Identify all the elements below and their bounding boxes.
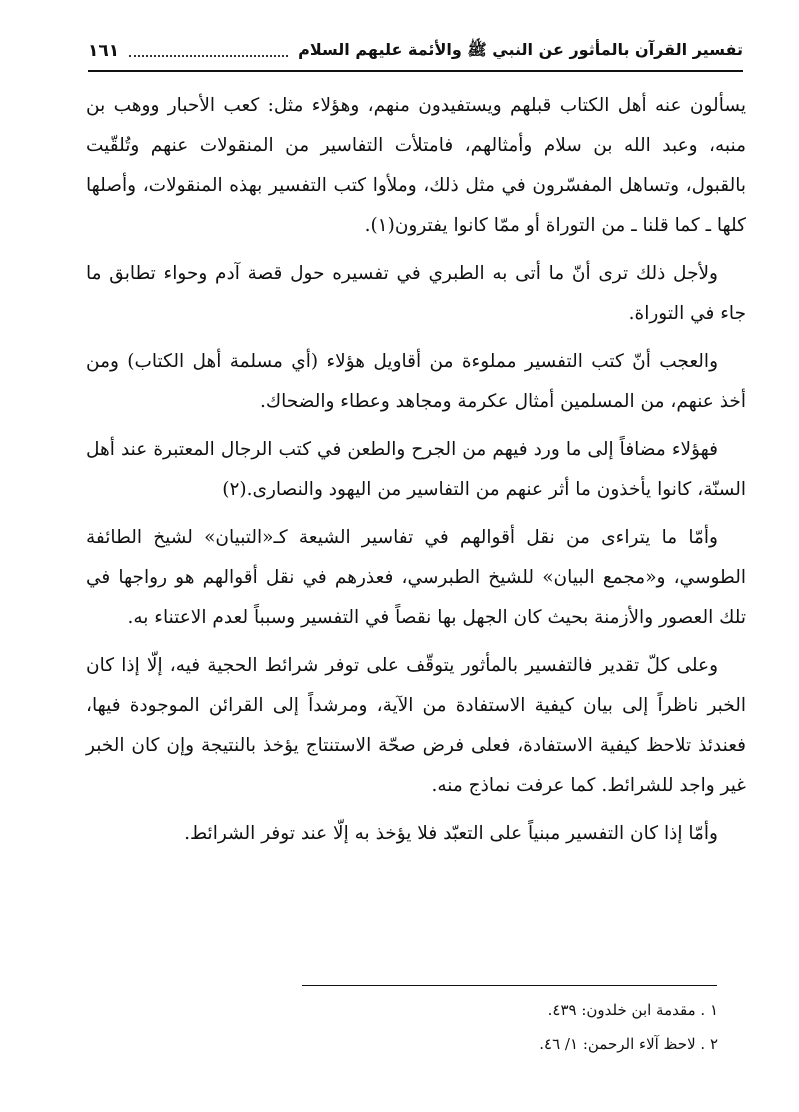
footnote: ١ . مقدمة ابن خلدون: ٤٣٩. bbox=[547, 1001, 718, 1019]
footnote-divider bbox=[302, 985, 717, 986]
header-divider bbox=[88, 70, 743, 72]
paragraph: فهؤلاء مضافاً إلى ما ورد فيهم من الجرح والطعن في كتب الرجال المعتبرة عند أهل السنّة، كانوا يأخذون ما أثر عنهم من التفاسير من اليهود والنصارى.(٢) bbox=[86, 439, 746, 500]
paragraph: يسألون عنه أهل الكتاب قبلهم ويستفيدون منهم، وهؤلاء مثل: كعب الأحبار ووهب بن منبه، وعبد الله بن سلام وأمثالهم، فامتلأت التفاسير من المنقولات عنهم وتُلقّيت بالقبول، وتساهل المفسّرون في مثل ذلك، وملأوا كتب التفسير بهذه المنقولات، وأصلها كلها ـ كما قلنا ـ من التوراة أو ممّا كانوا يفترون(١). bbox=[86, 95, 746, 236]
page-number: ١٦١ bbox=[88, 41, 120, 61]
main-text bbox=[86, 86, 746, 862]
paragraph: والعجب أنّ كتب التفسير مملوءة من أقاويل هؤلاء (أي مسلمة أهل الكتاب) ومن أخذ عنهم، من المسلمين أمثال عكرمة ومجاهد وعطاء والضحاك. bbox=[86, 351, 746, 412]
paragraph: وأمّا ما يتراءى من نقل أقوالهم في تفاسير الشيعة كـ«التبيان» لشيخ الطائفة الطوسي، و«مجمع البيان» للشيخ الطبرسي، فعذرهم في نقل أقوالهم هو رواجها في تلك العصور والأزمنة بحيث كان الجهل بها نقصاً في التفسير وسبباً لعدم الاعتناء به. bbox=[86, 527, 746, 628]
footnotes bbox=[300, 995, 718, 1063]
header-title: تفسير القرآن بالمأثور عن النبي ﷺ والأئمة عليهم السلام bbox=[298, 39, 743, 59]
header-dot-leader bbox=[129, 45, 288, 57]
paragraph: وأمّا إذا كان التفسير مبنياً على التعبّد فلا يؤخذ به إلّا عند توفر الشرائط. bbox=[184, 823, 718, 844]
paragraph: ولأجل ذلك ترى أنّ ما أتى به الطبري في تفسيره حول قصة آدم وحواء تطابق ما جاء في التوراة. bbox=[86, 263, 746, 324]
running-header bbox=[88, 34, 743, 68]
footnote: ٢ . لاحظ آلاء الرحمن: ١/ ٤٦. bbox=[539, 1035, 718, 1053]
paragraph: وعلى كلّ تقدير فالتفسير بالمأثور يتوقّف على توفر شرائط الحجية فيه، إلّا إذا كان الخبر ناظراً إلى بيان كيفية الاستفادة من الآية، ومرشداً إلى القرائن الموجودة فيها، فعندئذ تلاحظ كيفية الاستفادة، فعلى فرض صحّة الاستنتاج يؤخذ بالنتيجة وإن كان الخبر غير واجد للشرائط. كما عرفت نماذج منه. bbox=[86, 655, 746, 796]
